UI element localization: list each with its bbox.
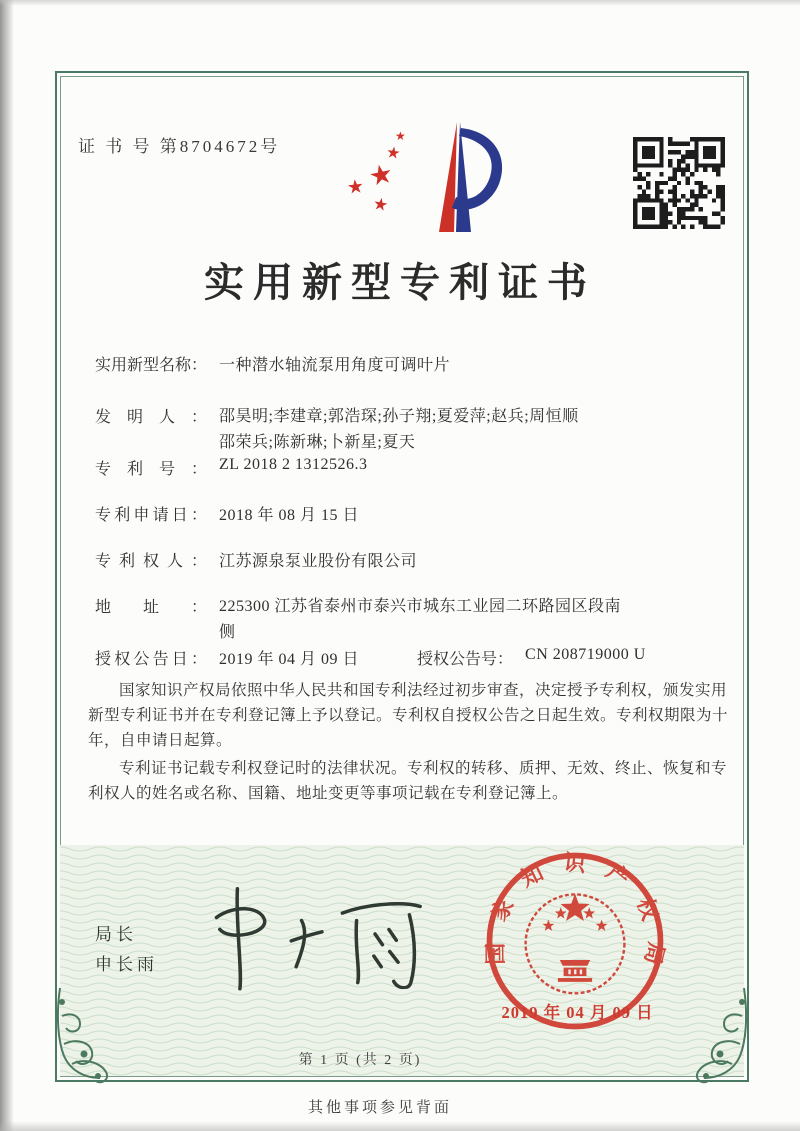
field-value: ZL 2018 2 1312526.3: [219, 456, 368, 473]
logo-star-icon: ★: [366, 157, 396, 193]
field-row-patentee: [95, 548, 417, 571]
field-row-address: [95, 594, 621, 646]
national-emblem-icon: [543, 894, 608, 982]
field-value: 江苏源泉泵业股份有限公司: [219, 553, 418, 570]
field-value: CN 208719000 U: [525, 646, 646, 663]
logo-star-icon: ★: [384, 144, 402, 163]
scan-edge-bottom: [0, 1121, 800, 1131]
field-label: 专利权人：: [95, 553, 207, 570]
director-label: 局长: [95, 925, 137, 944]
field-value: [219, 404, 579, 456]
seal-ring-text: 国家知识产权局: [483, 850, 669, 986]
inventors-line-1: 邵昊明;李建章;郭浩琛;孙子翔;夏爱萍;赵兵;周恒顺: [219, 408, 579, 425]
field-label: 专利号：: [95, 461, 207, 478]
scan-edge-left: [0, 0, 14, 1131]
certificate-number: 证 书 号 第8704672号: [78, 137, 281, 156]
field-label: 实用新型名称：: [95, 357, 208, 374]
field-row-patent-no: [95, 456, 367, 479]
field-label: 专利申请日：: [95, 507, 207, 524]
qr-code-icon: [633, 137, 725, 229]
back-side-note: 其他事项参见背面: [307, 1100, 452, 1116]
director-name: 申长雨: [95, 955, 158, 974]
grant-no-pair: [417, 646, 646, 669]
ornate-corner-icon: [682, 986, 754, 1086]
ornate-corner-icon: [50, 986, 122, 1086]
cnipa-patent-logo-icon: [333, 118, 511, 236]
logo-star-icon: ★: [395, 129, 406, 143]
field-value: [219, 594, 621, 646]
legal-text: [88, 678, 736, 809]
page-number: 第 1 页 (共 2 页): [298, 1053, 422, 1068]
field-label: 地址：: [95, 599, 207, 616]
field-value: 一种潜水轴流泵用角度可调叶片: [219, 357, 451, 374]
field-label: 授权公告号：: [417, 651, 514, 668]
logo-star-icon: ★: [371, 193, 390, 216]
logo-p-mark: [405, 118, 511, 236]
director-signature-icon: [203, 870, 432, 996]
field-row-grant: [95, 646, 646, 669]
field-label: 发明人：: [95, 409, 207, 426]
legal-paragraph-2: 专利证书记载专利权登记时的法律状况。专利权的转移、质押、无效、终止、恢复和专利权人的姓名或名称、国籍、地址变更等事项记载在专利登记簿上。: [88, 760, 728, 802]
director-block: [95, 920, 158, 980]
field-row-filing-date: [95, 502, 359, 525]
field-value: 2018 年 08 月 15 日: [219, 507, 360, 524]
field-value: 2019 年 04 月 09 日: [219, 651, 360, 668]
field-row-inventors: [95, 404, 579, 456]
field-label: 授权公告日：: [95, 651, 207, 668]
seal-date: 2019 年 04 月 09 日: [501, 1003, 654, 1022]
field-row-name: [95, 352, 450, 375]
scan-edge-top: [0, 0, 800, 6]
legal-paragraph-1: 国家知识产权局依照中华人民共和国专利法经过初步审查，决定授予专利权，颁发实用新型专利证书并在专利登记簿上予以登记。专利权自授权公告之日起生效。专利权期限为十年，自申请日起算。: [88, 682, 729, 749]
address-line-2: 侧: [219, 624, 236, 641]
inventors-line-2: 邵荣兵;陈新琳;卜新星;夏天: [219, 434, 416, 451]
certificate-title: 实用新型专利证书: [204, 260, 596, 305]
address-line-1: 225300 江苏省泰州市泰兴市城东工业园二环路园区段南: [219, 598, 622, 615]
logo-star-icon: ★: [345, 176, 366, 199]
